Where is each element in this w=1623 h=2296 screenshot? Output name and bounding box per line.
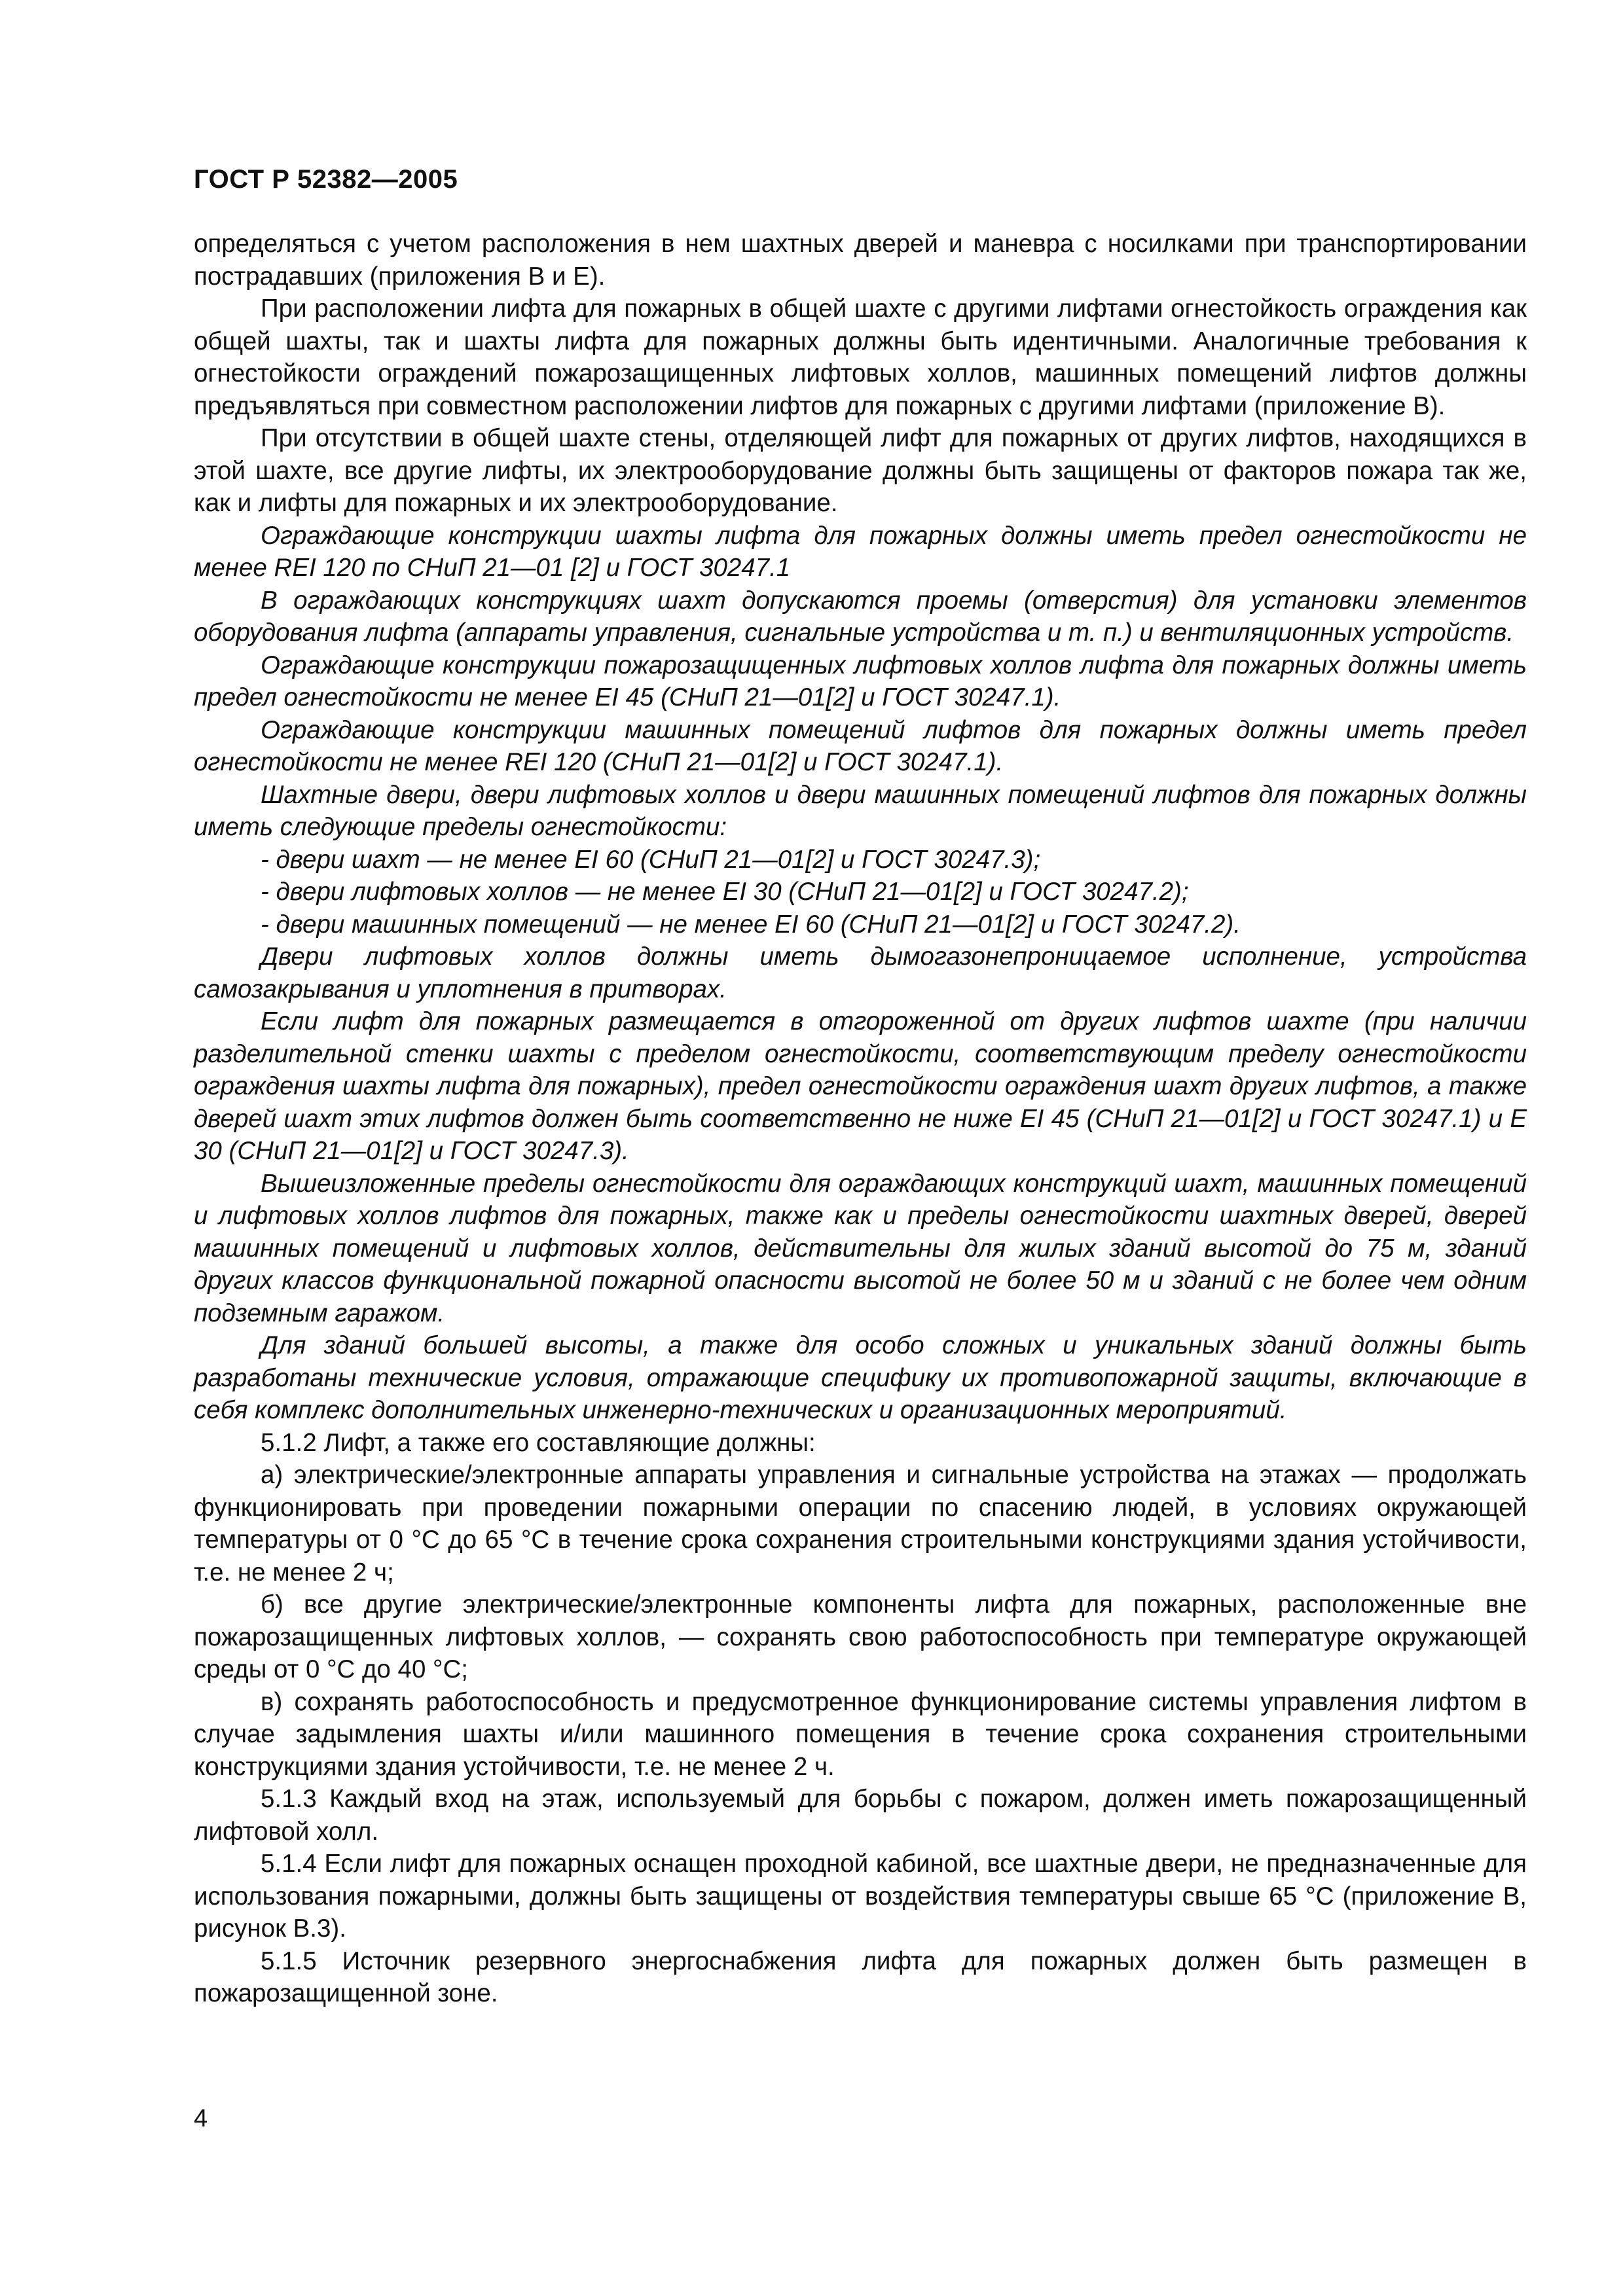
paragraph: Ограждающие конструкции машинных помещений лифтов для пожарных должны иметь предел огнестойкости не менее REI 120 (СНиП 21—01[2] и ГОСТ 30247.1). bbox=[194, 715, 1527, 776]
list-item: - двери машинных помещений — не менее EI 60 (СНиП 21—01[2] и ГОСТ 30247.2). bbox=[261, 910, 1241, 939]
paragraph: Двери лифтовых холлов должны иметь дымогазонепроницаемое исполнение, устройства самозакрывания и уплотнения в притворах. bbox=[194, 942, 1527, 1003]
paragraph: Ограждающие конструкции шахты лифта для пожарных должны иметь предел огнестойкости не менее REI 120 по СНиП 21—01 [2] и ГОСТ 30247.1 bbox=[194, 521, 1527, 582]
paragraph: Если лифт для пожарных размещается в отгороженной от других лифтов шахте (при наличии разделительной стенки шахты с пределом огнестойкости, соответствующим пределу огнестойкости ограждения шахты лифта для пожарных), предел огнестойкости ограждения шахт других лифтов, а также дверей шахт этих лифтов должен быть соответственно не ниже EI 45 (СНиП 21—01[2] и ГОСТ 30247.1) и Е 30 (СНиП 21—01[2] и ГОСТ 30247.3). bbox=[194, 1007, 1527, 1165]
paragraph: определяться с учетом расположения в нем шахтных дверей и маневра с носилками при транспортировании пострадавших (приложения В и Е). bbox=[194, 230, 1527, 291]
clause-5-1-3: 5.1.3 Каждый вход на этаж, используемый для борьбы с пожаром, должен иметь пожарозащищенный лифтовой холл. bbox=[194, 1785, 1527, 1846]
paragraph: В ограждающих конструкциях шахт допускаются проемы (отверстия) для установки элементов оборудования лифта (аппараты управления, сигнальные устройства и т. п.) и вентиляционных устройств. bbox=[194, 586, 1527, 647]
paragraph: Шахтные двери, двери лифтовых холлов и двери машинных помещений лифтов для пожарных должны иметь следующие пределы огнестойкости: bbox=[194, 780, 1527, 841]
paragraph: Для зданий большей высоты, а также для особо сложных и уникальных зданий должны быть разработаны технические условия, отражающие специфику их противопожарной защиты, включающие в себя комплекс дополнительных инженерно-технических и организационных мероприятий. bbox=[194, 1331, 1527, 1424]
list-item: а) электрические/электронные аппараты управления и сигнальные устройства на этажах — продолжать функционировать при проведении пожарными операции по спасению людей, в условиях окружающей температуры от 0 °С до 65 °С в течение срока сохранения строительными конструкциями здания устойчивости, т.е. не менее 2 ч; bbox=[194, 1461, 1527, 1587]
list-item: - двери лифтовых холлов — не менее EI 30 (СНиП 21—01[2] и ГОСТ 30247.2); bbox=[261, 878, 1189, 906]
document-header: ГОСТ Р 52382—2005 bbox=[194, 165, 458, 194]
paragraph: Вышеизложенные пределы огнестойкости для ограждающих конструкций шахт, машинных помещений и лифтовых холлов лифтов для пожарных, также как и пределы огнестойкости шахтных дверей, дверей машинных помещений и лифтовых холлов, действительны для жилых зданий высотой до 75 м, зданий других классов функциональной пожарной опасности высотой не более 50 м и зданий с не более чем одним подземным гаражом. bbox=[194, 1169, 1527, 1327]
paragraph: При отсутствии в общей шахте стены, отделяющей лифт для пожарных от других лифтов, находящихся в этой шахте, все другие лифты, их электрооборудование должны быть защищены от факторов пожара так же, как и лифты для пожарных и их электрооборудование. bbox=[194, 424, 1527, 517]
list-item: - двери шахт — не менее EI 60 (СНиП 21—01[2] и ГОСТ 30247.3); bbox=[261, 845, 1041, 874]
clause-5-1-5: 5.1.5 Источник резервного энергоснабжения лифта для пожарных должен быть размещен в пожарозащищенной зоне. bbox=[194, 1946, 1527, 2007]
document-body bbox=[194, 228, 1527, 2010]
list-item: в) сохранять работоспособность и предусмотренное функционирование системы управления лифтом в случае задымления шахты и/или машинного помещения в течение срока сохранения строительными конструкциями здания устойчивости, т.е. не менее 2 ч. bbox=[194, 1687, 1527, 1781]
paragraph: Ограждающие конструкции пожарозащищенных лифтовых холлов лифта для пожарных должны иметь предел огнестойкости не менее EI 45 (СНиП 21—01[2] и ГОСТ 30247.1). bbox=[194, 651, 1527, 711]
page-number: 4 bbox=[194, 2105, 208, 2132]
list-item: б) все другие электрические/электронные компоненты лифта для пожарных, расположенные вне пожарозащищенных лифтовых холлов, — сохранять свою работоспособность при температуре окружающей среды от 0 °С до 40 °С; bbox=[194, 1590, 1527, 1683]
paragraph: При расположении лифта для пожарных в общей шахте с другими лифтами огнестойкость ограждения как общей шахты, так и шахты лифта для пожарных должны быть идентичными. Аналогичные требования к огнестойкости ограждений пожарозащищенных лифтовых холлов, машинных помещений лифтов должны предъявляться при совместном расположении лифтов для пожарных с другими лифтами (приложение В). bbox=[194, 295, 1527, 420]
clause-5-1-4: 5.1.4 Если лифт для пожарных оснащен проходной кабиной, все шахтные двери, не предназначенные для использования пожарными, должны быть защищены от воздействия температуры свыше 65 °С (приложение В, рисунок В.3). bbox=[194, 1850, 1527, 1943]
clause-5-1-2: 5.1.2 Лифт, а также его составляющие должны: bbox=[261, 1428, 816, 1457]
